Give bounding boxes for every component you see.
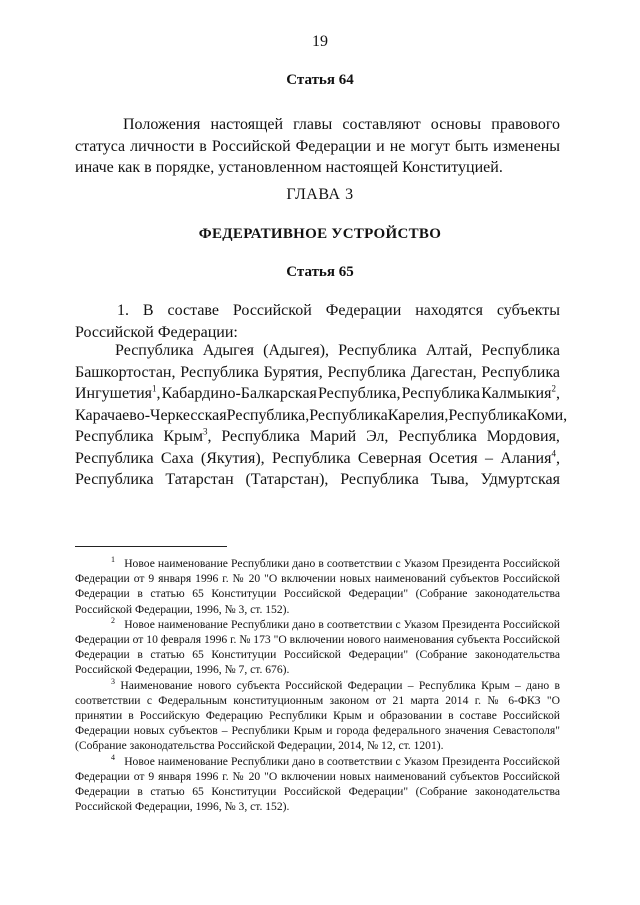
list-line: Республика Саха (Якутия), Республика Северная Осетия – Алания$^4$, — [75, 448, 560, 467]
list-line: Ингушетия$^1$, Кабардино-Балкарская Республика, Республика Калмыкия$^2$, — [75, 383, 560, 402]
list-line: Республика Татарстан (Татарстан), Республика Тыва, Удмуртская — [75, 471, 560, 488]
footnote-3: $^3$ Наименование нового субъекта Российской Федерации – Республика Крым – дано в соответствии с Федеральным конституционным законом от 21 марта 2014 г. № 6-ФКЗ "О принятии в Российскую Федерацию Республики Крым и образовании в составе Российской Федерации новых субъектов – Республики Крым и города федерального значения Севастополя" (Собрание законодательства Российской Федерации, 2014, № 12, ст. 1201). — [75, 676, 560, 753]
footnote-separator — [75, 546, 227, 547]
chapter-title: ФЕДЕРАТИВНОЕ УСТРОЙСТВО — [198, 226, 442, 242]
list-line: Карачаево-Черкесская Республика, Республика Карелия, Республика Коми, — [75, 406, 568, 424]
footnote-4: $^4$ Новое наименование Республики дано в соответствии с Указом Президента Российской Федерации от 9 января 1996 г. № 20 "О включении новых наименований субъектов Российской Федерации в статью 65 Конституции Российской Федерации" (Собрание законодательства Российской Федерации, 1996, № 3, ст. 152). — [75, 752, 560, 814]
list-line: Республика Крым$^3$, Республика Марий Эл, Республика Мордовия, — [75, 426, 560, 445]
subjects-list — [75, 340, 568, 491]
footnote-ref-2[interactable]: 2 — [551, 383, 556, 394]
footnote-ref-1[interactable]: 1 — [152, 383, 157, 394]
footnote-ref-4[interactable]: 4 — [551, 448, 556, 459]
footnote-1: $^1$ Новое наименование Республики дано в соответствии с Указом Президента Российской Федерации от 9 января 1996 г. № 20 "О включении новых наименований субъектов Российской Федерации в статью 65 Конституции Российской Федерации" (Собрание законодательства Российской Федерации, 1996, № 3, ст. 152). — [75, 555, 560, 616]
footnote-ref-3[interactable]: 3 — [202, 426, 208, 437]
list-line: Республика Адыгея (Адыгея), Республика Алтай, Республика — [115, 342, 560, 359]
article-64-title: Статья 64 — [286, 72, 354, 88]
article-65-intro: 1. В составе Российской Федерации находятся субъекты Российской Федерации: — [75, 302, 560, 341]
footnotes — [75, 556, 560, 814]
article-65-title: Статья 65 — [286, 264, 354, 280]
page-number: 19 — [312, 33, 328, 50]
article-64-text: Положения настоящей главы составляют основы правового статуса личности в Российской Федерации и не могут быть изменены иначе как в порядке, установленном настоящей Конституцией. — [75, 116, 560, 176]
chapter-number: ГЛАВА 3 — [286, 186, 354, 203]
footnote-2: $^2$ Новое наименование Республики дано в соответствии с Указом Президента Российской Федерации от 10 февраля 1996 г. № 173 "О включении нового наименования субъекта Российской Федерации в статью 65 Конституции Российской Федерации" (Собрание законодательства Российской Федерации, 1996, № 7, ст. 676). — [75, 615, 560, 677]
list-line: Башкортостан, Республика Бурятия, Республика Дагестан, Республика — [75, 363, 560, 381]
